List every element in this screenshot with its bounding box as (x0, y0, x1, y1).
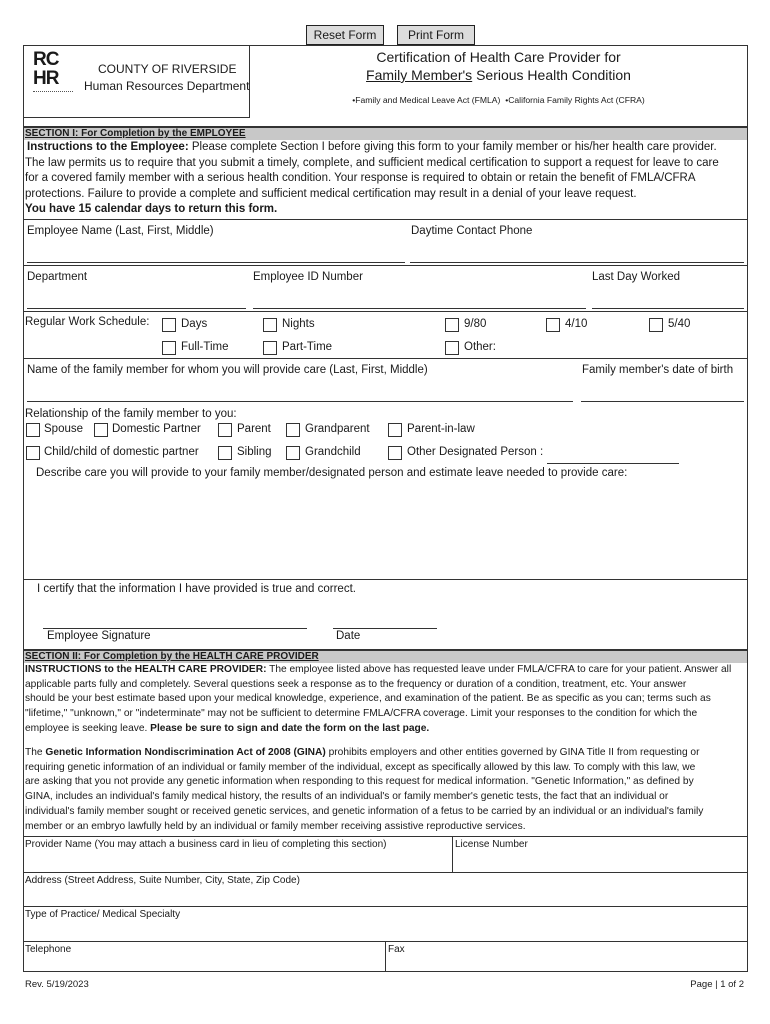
section1-bar: SECTION I: For Completion by the EMPLOYEE (24, 128, 747, 140)
spouse-checkbox[interactable] (26, 423, 40, 437)
parttime-label: Part-Time (282, 341, 333, 353)
grandparent-checkbox[interactable] (286, 423, 300, 437)
daytime-phone-label: Daytime Contact Phone (411, 225, 533, 237)
subtitle-fmla: •Family and Medical Leave Act (FMLA) (352, 95, 501, 105)
county-name: COUNTY OF RIVERSIDE (98, 62, 237, 76)
days-label: Days (181, 318, 208, 330)
schedule-label: Regular Work Schedule: (25, 316, 150, 328)
daytime-phone-field[interactable] (410, 262, 744, 263)
row2-divider (23, 311, 748, 312)
signature-date-label: Date (336, 630, 361, 642)
family-dob-label: Family member's date of birth (582, 364, 734, 376)
540-label: 5/40 (668, 318, 691, 330)
p2-line2: requiring genetic information of an individual or family member of the individual, except as specifically allowed by this law. To comply with this law, we (25, 761, 696, 773)
domestic-partner-label: Domestic Partner (112, 423, 201, 435)
parent-checkbox[interactable] (218, 423, 232, 437)
telephone-field[interactable] (24, 956, 384, 971)
employee-id-label: Employee ID Number (253, 271, 363, 283)
title-underlined: Family Member's (366, 67, 473, 83)
form-title-line2 (250, 67, 747, 83)
grandparent-label: Grandparent (305, 423, 370, 435)
describe-divider (23, 579, 748, 580)
practice-label: Type of Practice/ Medical Specialty (25, 909, 181, 920)
relationship-label: Relationship of the family member to you: (25, 408, 237, 420)
license-number-label: License Number (455, 839, 528, 850)
grandchild-checkbox[interactable] (286, 446, 300, 460)
provider-instructions (25, 663, 746, 737)
980-label: 9/80 (464, 318, 487, 330)
address-label: Address (Street Address, Suite Number, City, State, Zip Code) (25, 875, 300, 886)
form-subtitle (250, 95, 747, 105)
fulltime-label: Full-Time (181, 341, 229, 353)
logo-text-bottom: HR (33, 68, 59, 89)
employee-name-field[interactable] (27, 262, 405, 263)
p2-bold: Genetic Information Nondiscrimination Act of 2008 (GINA) (45, 747, 326, 758)
reset-form-button[interactable]: Reset Form (306, 25, 384, 45)
sibling-checkbox[interactable] (218, 446, 232, 460)
instr-bold: Instructions to the Employee: (27, 141, 189, 153)
child-label: Child/child of domestic partner (44, 446, 199, 458)
other-designated-checkbox[interactable] (388, 446, 402, 460)
print-form-button[interactable]: Print Form (397, 25, 475, 45)
license-number-field[interactable] (454, 851, 746, 871)
department-field[interactable] (27, 308, 246, 309)
provider-license-divider (452, 836, 453, 872)
describe-care-field[interactable] (26, 482, 744, 578)
spouse-label: Spouse (44, 423, 84, 435)
family-dob-field[interactable] (581, 401, 744, 402)
other-schedule-label: Other: (464, 341, 496, 353)
nights-checkbox[interactable] (263, 318, 277, 332)
address-field[interactable] (24, 888, 746, 906)
p1-bold: INSTRUCTIONS to the HEALTH CARE PROVIDER: (25, 664, 267, 675)
410-label: 4/10 (565, 318, 588, 330)
p1-line4: "lifetime," "unknown," or "indeterminate" may not be sufficient to determine FMLA/CFRA coverage. Limit your responses to the condition for which the (25, 708, 698, 720)
other-designated-label: Other Designated Person : (407, 446, 544, 458)
parent-label: Parent (237, 423, 271, 435)
provider-row-divider (23, 872, 748, 873)
signature-date-field[interactable] (333, 628, 437, 629)
logo-tagline (33, 91, 73, 93)
certify-statement: I certify that the information I have provided is true and correct. (37, 583, 356, 595)
title-rest: Serious Health Condition (472, 67, 631, 83)
980-checkbox[interactable] (445, 318, 459, 332)
410-checkbox[interactable] (546, 318, 560, 332)
other-schedule-checkbox[interactable] (445, 341, 459, 355)
department-label: Department (27, 271, 88, 283)
p1-line2: applicable parts fully and completely. Several questions seek a response as to the frequency or duration of a condition, treatment, etc. Your answer (25, 678, 687, 690)
instr-line2: The law permits us to require that you submit a timely, complete, and sufficient medical certification to support a request for leave to care (25, 156, 719, 169)
sibling-label: Sibling (237, 446, 272, 458)
grandchild-label: Grandchild (305, 446, 361, 458)
p1-line5b: Please be sure to sign and date the form on the last page. (150, 722, 430, 734)
p2-line3: are asking that you not provide any genetic information when responding to this request for medical information. "Genetic Information," as defined by (25, 776, 694, 788)
p2-line4: GINA, includes an individual's family medical history, the results of an individual's or family member's genetic tests, the fact that an individual or (25, 791, 669, 803)
section2-bar: SECTION II: For Completion by the HEALTH CARE PROVIDER (24, 651, 747, 663)
deadline-notice: You have 15 calendar days to return this form. (25, 203, 278, 215)
family-member-name-label: Name of the family member for whom you will provide care (Last, First, Middle) (27, 364, 428, 376)
employee-id-field[interactable] (253, 308, 586, 309)
provider-name-field[interactable] (24, 851, 451, 871)
domestic-partner-checkbox[interactable] (94, 423, 108, 437)
p2-line1: prohibits employers and other entities governed by GINA Title II from requesting or (325, 747, 700, 758)
p2-line6: member or an embryo lawfully held by an individual or family member receiving assistive reproductive services. (25, 820, 526, 832)
family-member-name-field[interactable] (27, 401, 573, 402)
row1-divider (23, 265, 748, 266)
subtitle-cfra: •California Family Rights Act (CFRA) (505, 95, 645, 105)
logo-text-top: RC (33, 49, 59, 70)
employee-signature-label: Employee Signature (47, 630, 151, 642)
section1-instructions (25, 140, 746, 218)
practice-field[interactable] (24, 922, 746, 940)
fulltime-checkbox[interactable] (162, 341, 176, 355)
employee-signature-field[interactable] (43, 628, 307, 629)
parent-in-law-label: Parent-in-law (407, 423, 475, 435)
tel-fax-divider (385, 941, 386, 972)
p2-line5: individual's family member sought or received genetic services, and genetic information of a fetus to be carried by an individual or an individual's family (25, 805, 704, 817)
nights-label: Nights (282, 318, 315, 330)
header-left-bottom (23, 117, 250, 118)
instr-divider (23, 219, 748, 220)
instr-line1: Please complete Section I before giving this form to your family member or his/her health care provider. (188, 141, 717, 153)
fax-label: Fax (388, 944, 405, 955)
instr-line3: for a covered family member with a serious health condition. Your response is required to obtain or retain the benefit of FMLA/CFRA (25, 172, 696, 184)
parttime-checkbox[interactable] (263, 341, 277, 355)
employee-name-label: Employee Name (Last, First, Middle) (27, 225, 214, 237)
parent-in-law-checkbox[interactable] (388, 423, 402, 437)
p1-line3: should be your best estimate based upon your medical knowledge, experience, and examination of the patient. Be as specific as you can; terms such as (25, 693, 711, 705)
address-row-divider (23, 906, 748, 907)
describe-care-label: Describe care you will provide to your family member/designated person and estimate leave needed to provide care: (36, 467, 628, 479)
540-checkbox[interactable] (649, 318, 663, 332)
gina-notice (25, 746, 746, 834)
instr-line4: protections. Failure to provide a complete and sufficient medical certification may result in a denial of your leave request. (25, 187, 637, 200)
p2-a: The (25, 747, 46, 758)
provider-table-top (23, 836, 748, 837)
form-title-line1: Certification of Health Care Provider for (376, 49, 621, 65)
row3-divider (23, 358, 748, 359)
telephone-label: Telephone (25, 944, 72, 955)
rchr-logo (33, 50, 73, 98)
days-checkbox[interactable] (162, 318, 176, 332)
child-checkbox[interactable] (26, 446, 40, 460)
provider-name-label: Provider Name (You may attach a business card in lieu of completing this section) (25, 839, 387, 850)
other-designated-field[interactable] (547, 463, 679, 464)
last-day-label: Last Day Worked (592, 271, 680, 283)
p1-line5a: employee is seeking leave. (25, 722, 151, 734)
last-day-field[interactable] (592, 308, 744, 309)
department-name: Human Resources Department (84, 79, 250, 93)
page-number: Page | 1 of 2 (690, 979, 744, 990)
fax-field[interactable] (387, 956, 746, 971)
p1-line1: The employee listed above has requested leave under FMLA/CFRA to care for your patient. Answer all (266, 664, 732, 675)
revision-date: Rev. 5/19/2023 (25, 979, 89, 990)
